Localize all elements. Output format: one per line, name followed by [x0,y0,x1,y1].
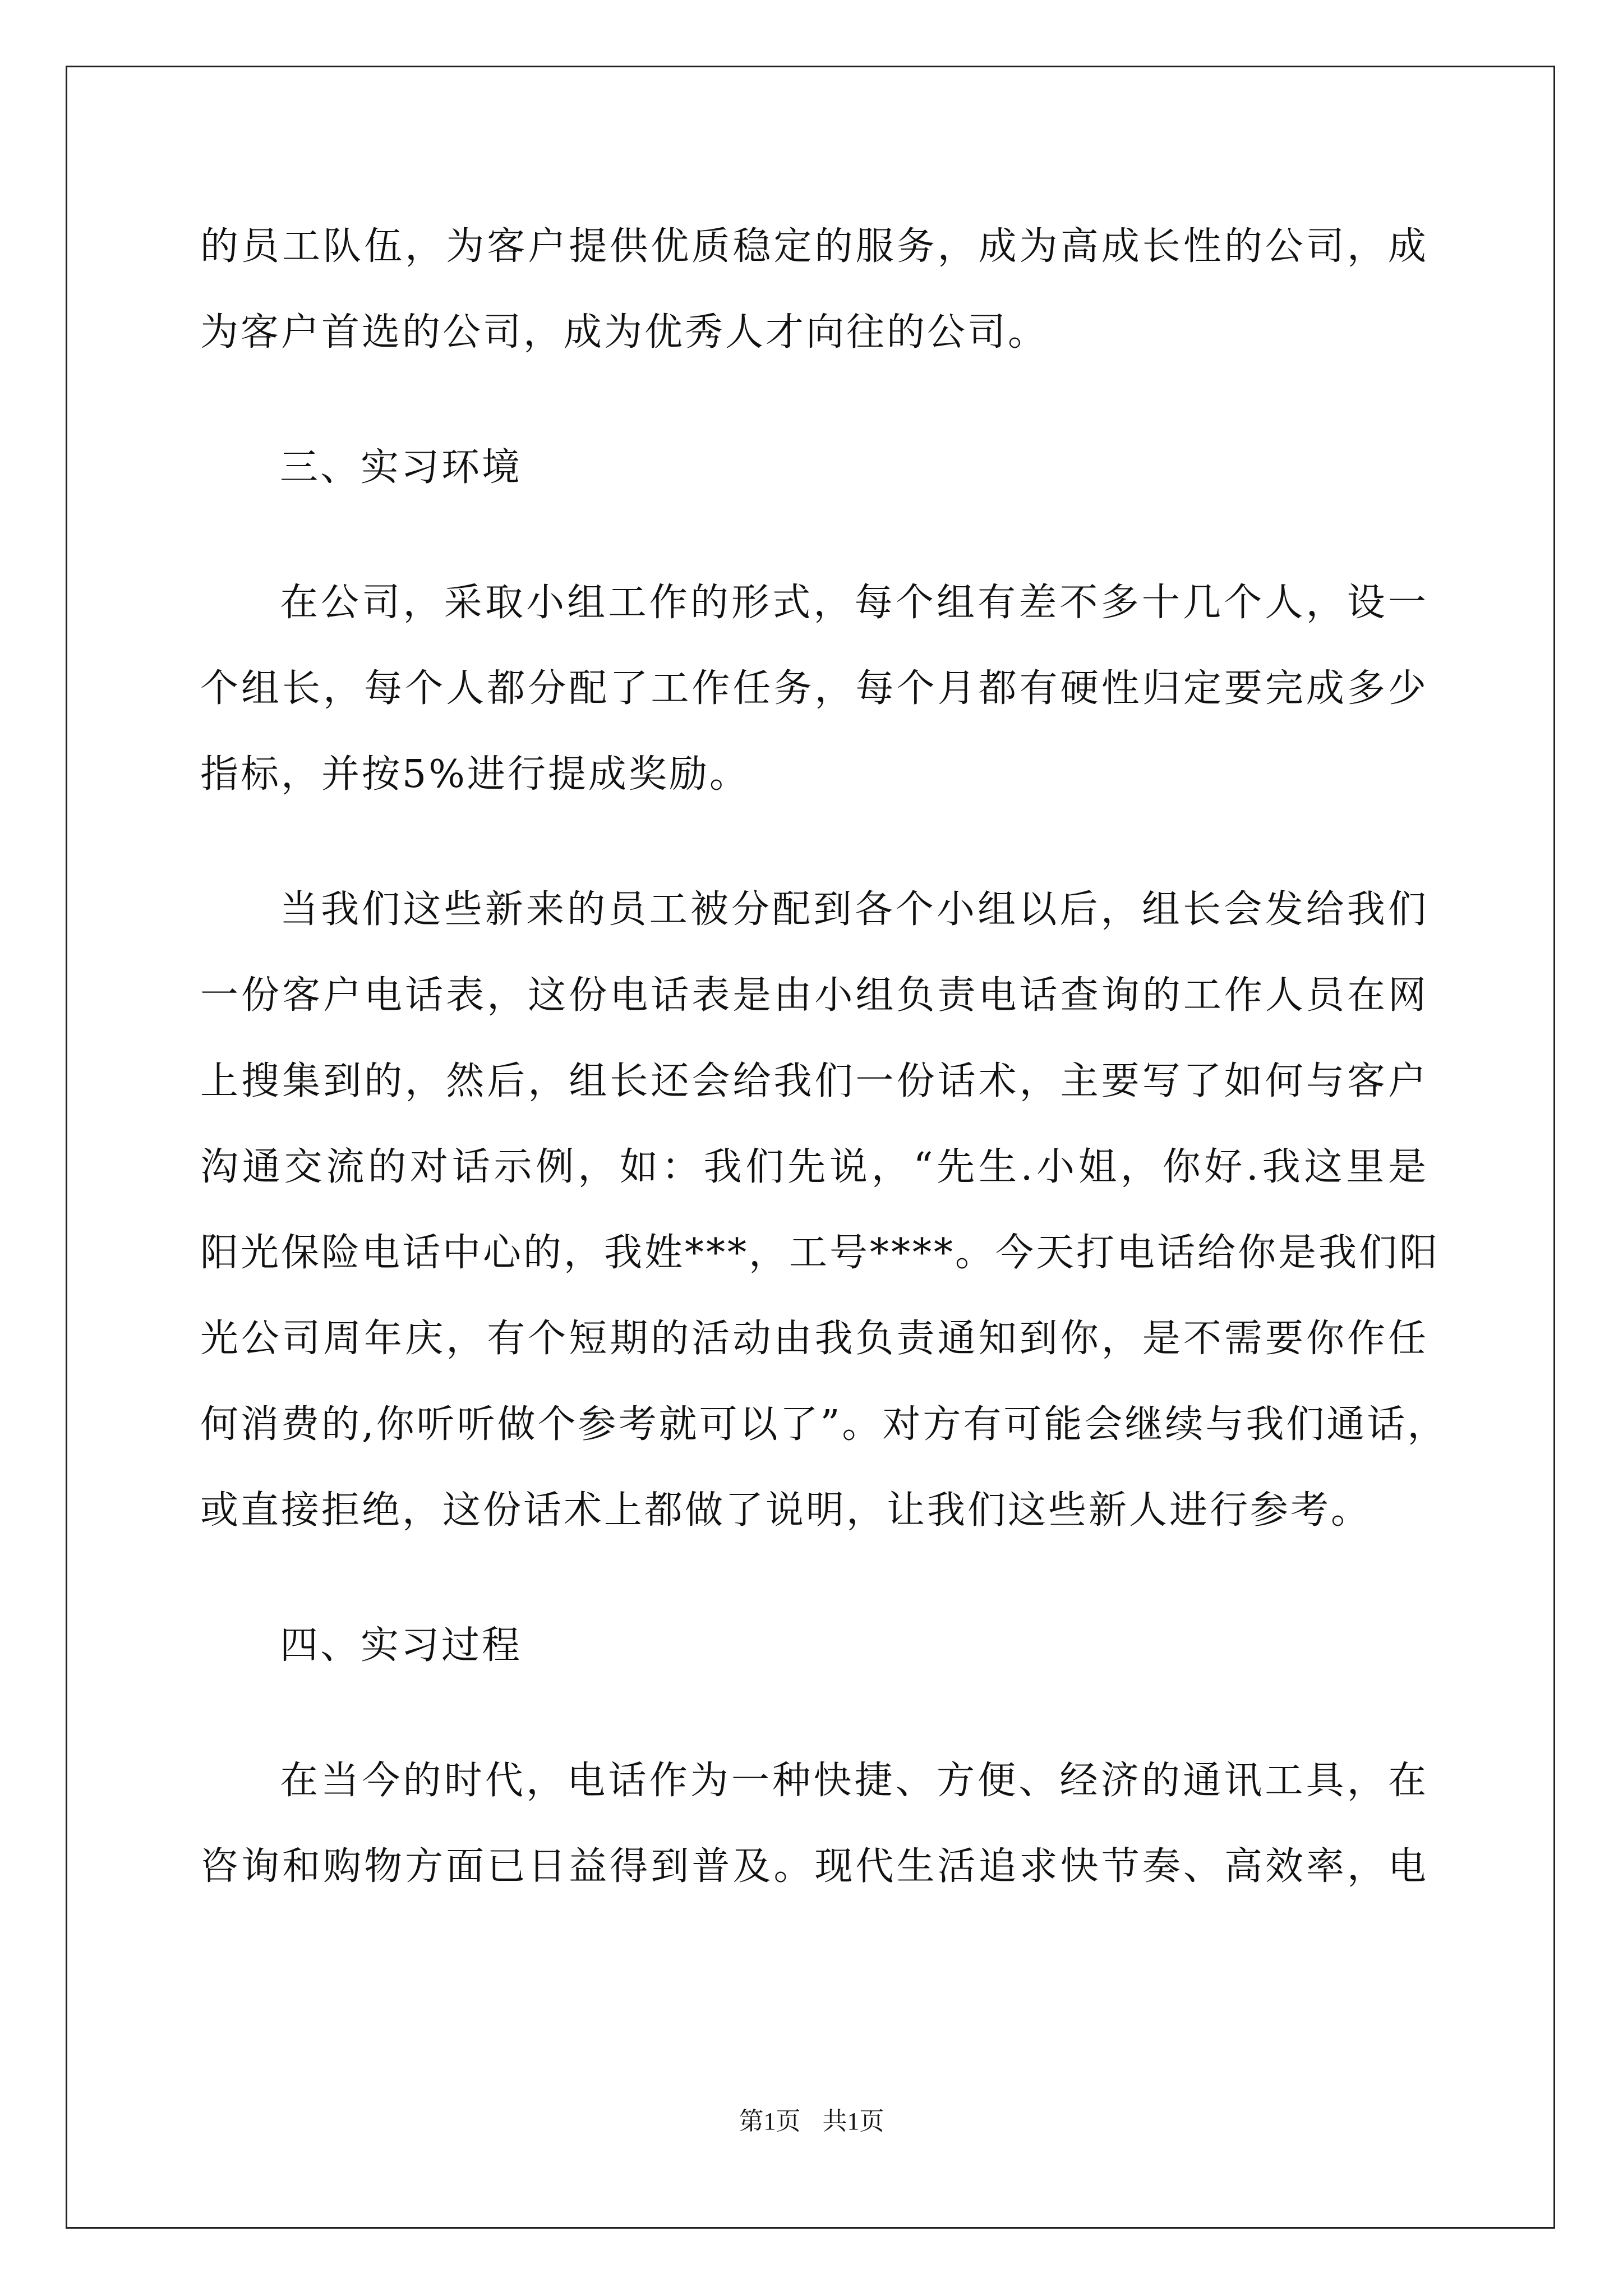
paragraph-line: 在公司，采取小组工作的形式，每个组有差不多十几个人，设一 [280,581,1428,625]
paragraph-line: 个组长，每个人都分配了工作任务，每个月都有硬性归定要完成多少 [200,666,1428,711]
paragraph-line: 何消费的,你听听做个参考就可以了”。对方有可能会继续与我们通话， [200,1402,1448,1447]
paragraph-line: 阳光保险电话中心的，我姓***，工号****。今天打电话给你是我们阳 [200,1231,1440,1275]
paragraph-line: 或直接拒绝，这份话术上都做了说明，让我们这些新人进行参考。 [200,1488,1372,1533]
paragraph-line: 一份客户电话表，这份电话表是由小组负责电话查询的工作人员在网 [200,973,1428,1018]
paragraph-line: 为客户首选的公司，成为优秀人才向往的公司。 [200,310,1049,355]
page-number: 第1页 [739,2108,801,2135]
paragraph-line: 指标，并按5%进行提成奖励。 [200,752,750,797]
paragraph-line: 当我们这些新来的员工被分配到各个小组以后，组长会发给我们 [280,887,1428,932]
paragraph-line: 沟通交流的对话示例，如：我们先说，“先生.小姐，你好.我这里是 [200,1145,1428,1189]
paragraph-line: 上搜集到的，然后，组长还会给我们一份话术，主要写了如何与客户 [200,1059,1428,1103]
paragraph-line: 光公司周年庆，有个短期的活动由我负责通知到你，是不需要你作任 [200,1317,1428,1361]
paragraph-line: 的员工队伍，为客户提供优质稳定的服务，成为高成长性的公司，成 [200,224,1428,269]
paragraph-line: 咨询和购物方面已日益得到普及。现代生活追求快节奏、高效率，电 [200,1844,1428,1889]
page-total: 共1页 [822,2108,884,2135]
section-heading: 四、实习过程 [280,1623,523,1668]
page-footer [0,2105,1623,2138]
paragraph-line: 在当今的时代，电话作为一种快捷、方便、经济的通讯工具，在 [280,1759,1428,1803]
section-heading: 三、实习环境 [280,445,523,490]
